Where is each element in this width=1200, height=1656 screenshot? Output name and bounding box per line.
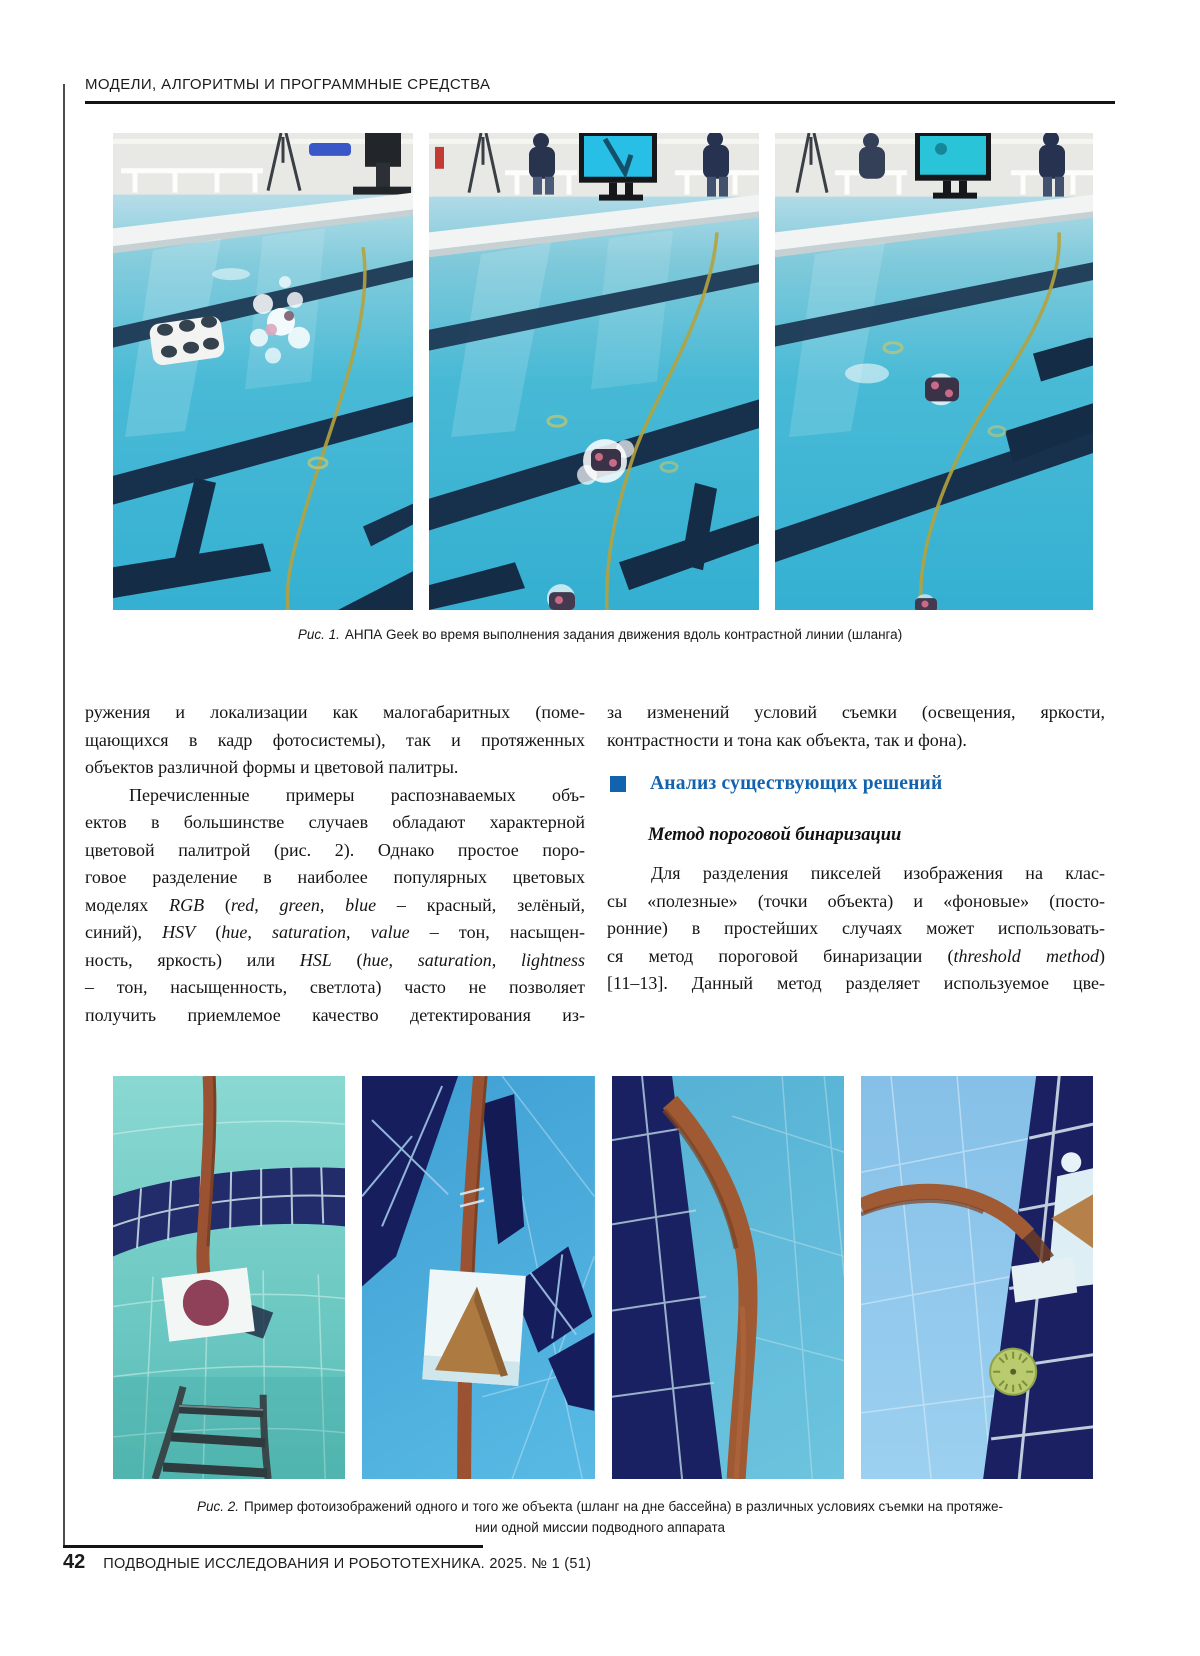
journal-title: ПОДВОДНЫЕ ИССЛЕДОВАНИЯ И РОБОТОТЕХНИКА. 2025. № 1 (51) <box>103 1556 592 1572</box>
body-line: ся метод пороговой бинаризации (threshold method) <box>607 945 1106 966</box>
body-line: контрастности и тона как объекта, так и фона). <box>607 729 967 750</box>
body-line: Для разделения пикселей изображения на клас- <box>651 863 1105 883</box>
figure1-caption <box>85 624 1115 645</box>
figure2-caption-line1: Рис. 2. Пример фотоизображений одного и того же объекта (шланг на дне бассейна) в различных условиях съемки на протяже- <box>196 1499 1003 1514</box>
pool-photo-2-illustration <box>429 133 759 610</box>
page-footer <box>63 1551 591 1574</box>
marker-card-triangle <box>423 1269 527 1386</box>
section-heading <box>610 770 1105 798</box>
tile-photo-1-illustration <box>113 1076 345 1479</box>
body-line: [11–13]. Данный метод разделяет используемое цве- <box>607 973 1105 993</box>
figure1-photo-2 <box>429 133 759 610</box>
figure1-caption-label: Рис. 1. <box>297 627 340 642</box>
body-line: говое разделение в наиболее популярных цветовых <box>85 867 585 887</box>
body-line: моделях RGB (red, green, blue – красный, зелёный, <box>85 894 586 915</box>
body-line: – тон, насыщенность, светлота) часто не позволяет <box>85 977 585 997</box>
paragraph <box>607 860 1105 998</box>
body-line: Перечисленные примеры распознаваемых объ- <box>129 784 585 805</box>
figure2-photo-2 <box>362 1076 594 1479</box>
body-line: цветовой палитрой (рис. 2). Однако простое поро- <box>85 839 585 860</box>
left-margin-rule <box>63 84 65 1546</box>
body-line: ность, яркость) или HSL (hue, saturation, lightness <box>85 949 586 970</box>
figure2 <box>113 1076 1093 1479</box>
header-rule <box>85 101 1115 104</box>
body-line: щающихся в кадр фотосистемы), так и протяженных <box>85 729 585 750</box>
tile-photo-4-illustration <box>861 1076 1093 1479</box>
marker-card-circle <box>161 1267 254 1341</box>
left-column <box>85 699 585 1029</box>
section-heading-text: Анализ существующих решений <box>650 773 943 794</box>
tile-photo-3-illustration <box>612 1076 844 1479</box>
body-line: сы «полезные» (точки объекта) и «фоновые» (посто- <box>607 890 1105 911</box>
body-line: получить приемлемое качество детектирования из- <box>85 1004 585 1025</box>
figure1-photo-3 <box>775 133 1093 610</box>
grout-notch <box>1061 1152 1081 1172</box>
subsection-heading: Метод пороговой бинаризации <box>648 824 902 845</box>
body-line: ектов в большинстве случаев обладают характерной <box>85 812 585 832</box>
body-text <box>85 699 1105 1029</box>
figure2-photo-4 <box>861 1076 1093 1479</box>
auv-robot <box>925 373 959 405</box>
figure2-caption <box>85 1496 1115 1538</box>
figure1 <box>113 133 1093 610</box>
section-bullet-icon <box>610 776 626 792</box>
pool-photo-3-illustration <box>775 133 1093 610</box>
figure1-caption-text: АНПА Geek во время выполнения задания движения вдоль контрастной линии (шланга) <box>344 627 903 642</box>
page-number: 42 <box>63 1551 86 1573</box>
body-line: ронние) в простейших случаях может использовать- <box>607 918 1105 938</box>
pool-photo-1-illustration <box>113 133 413 610</box>
figure2-photo-1 <box>113 1076 345 1479</box>
footer-rule <box>63 1545 483 1548</box>
figure2-caption-label: Рис. 2. <box>196 1499 240 1514</box>
hose <box>203 1076 211 1303</box>
figure2-photo-3 <box>612 1076 844 1479</box>
figure1-photo-1 <box>113 133 413 610</box>
body-line: за изменений условий съемки (освещения, яркости, <box>607 702 1105 722</box>
running-header: МОДЕЛИ, АЛГОРИТМЫ И ПРОГРАММНЫЕ СРЕДСТВА <box>85 76 491 93</box>
tile-photo-2-illustration <box>362 1076 594 1479</box>
body-line: ружения и локализации как малогабаритных (поме- <box>85 702 585 722</box>
figure2-caption-line2: нии одной миссии подводного аппарата <box>474 1520 726 1535</box>
right-column <box>607 699 1105 1029</box>
body-line: объектов различной формы и цветовой палитры. <box>85 757 459 777</box>
body-line: синий), HSV (hue, saturation, value – тон, насыщен- <box>85 922 586 942</box>
valve-disc <box>990 1349 1036 1395</box>
